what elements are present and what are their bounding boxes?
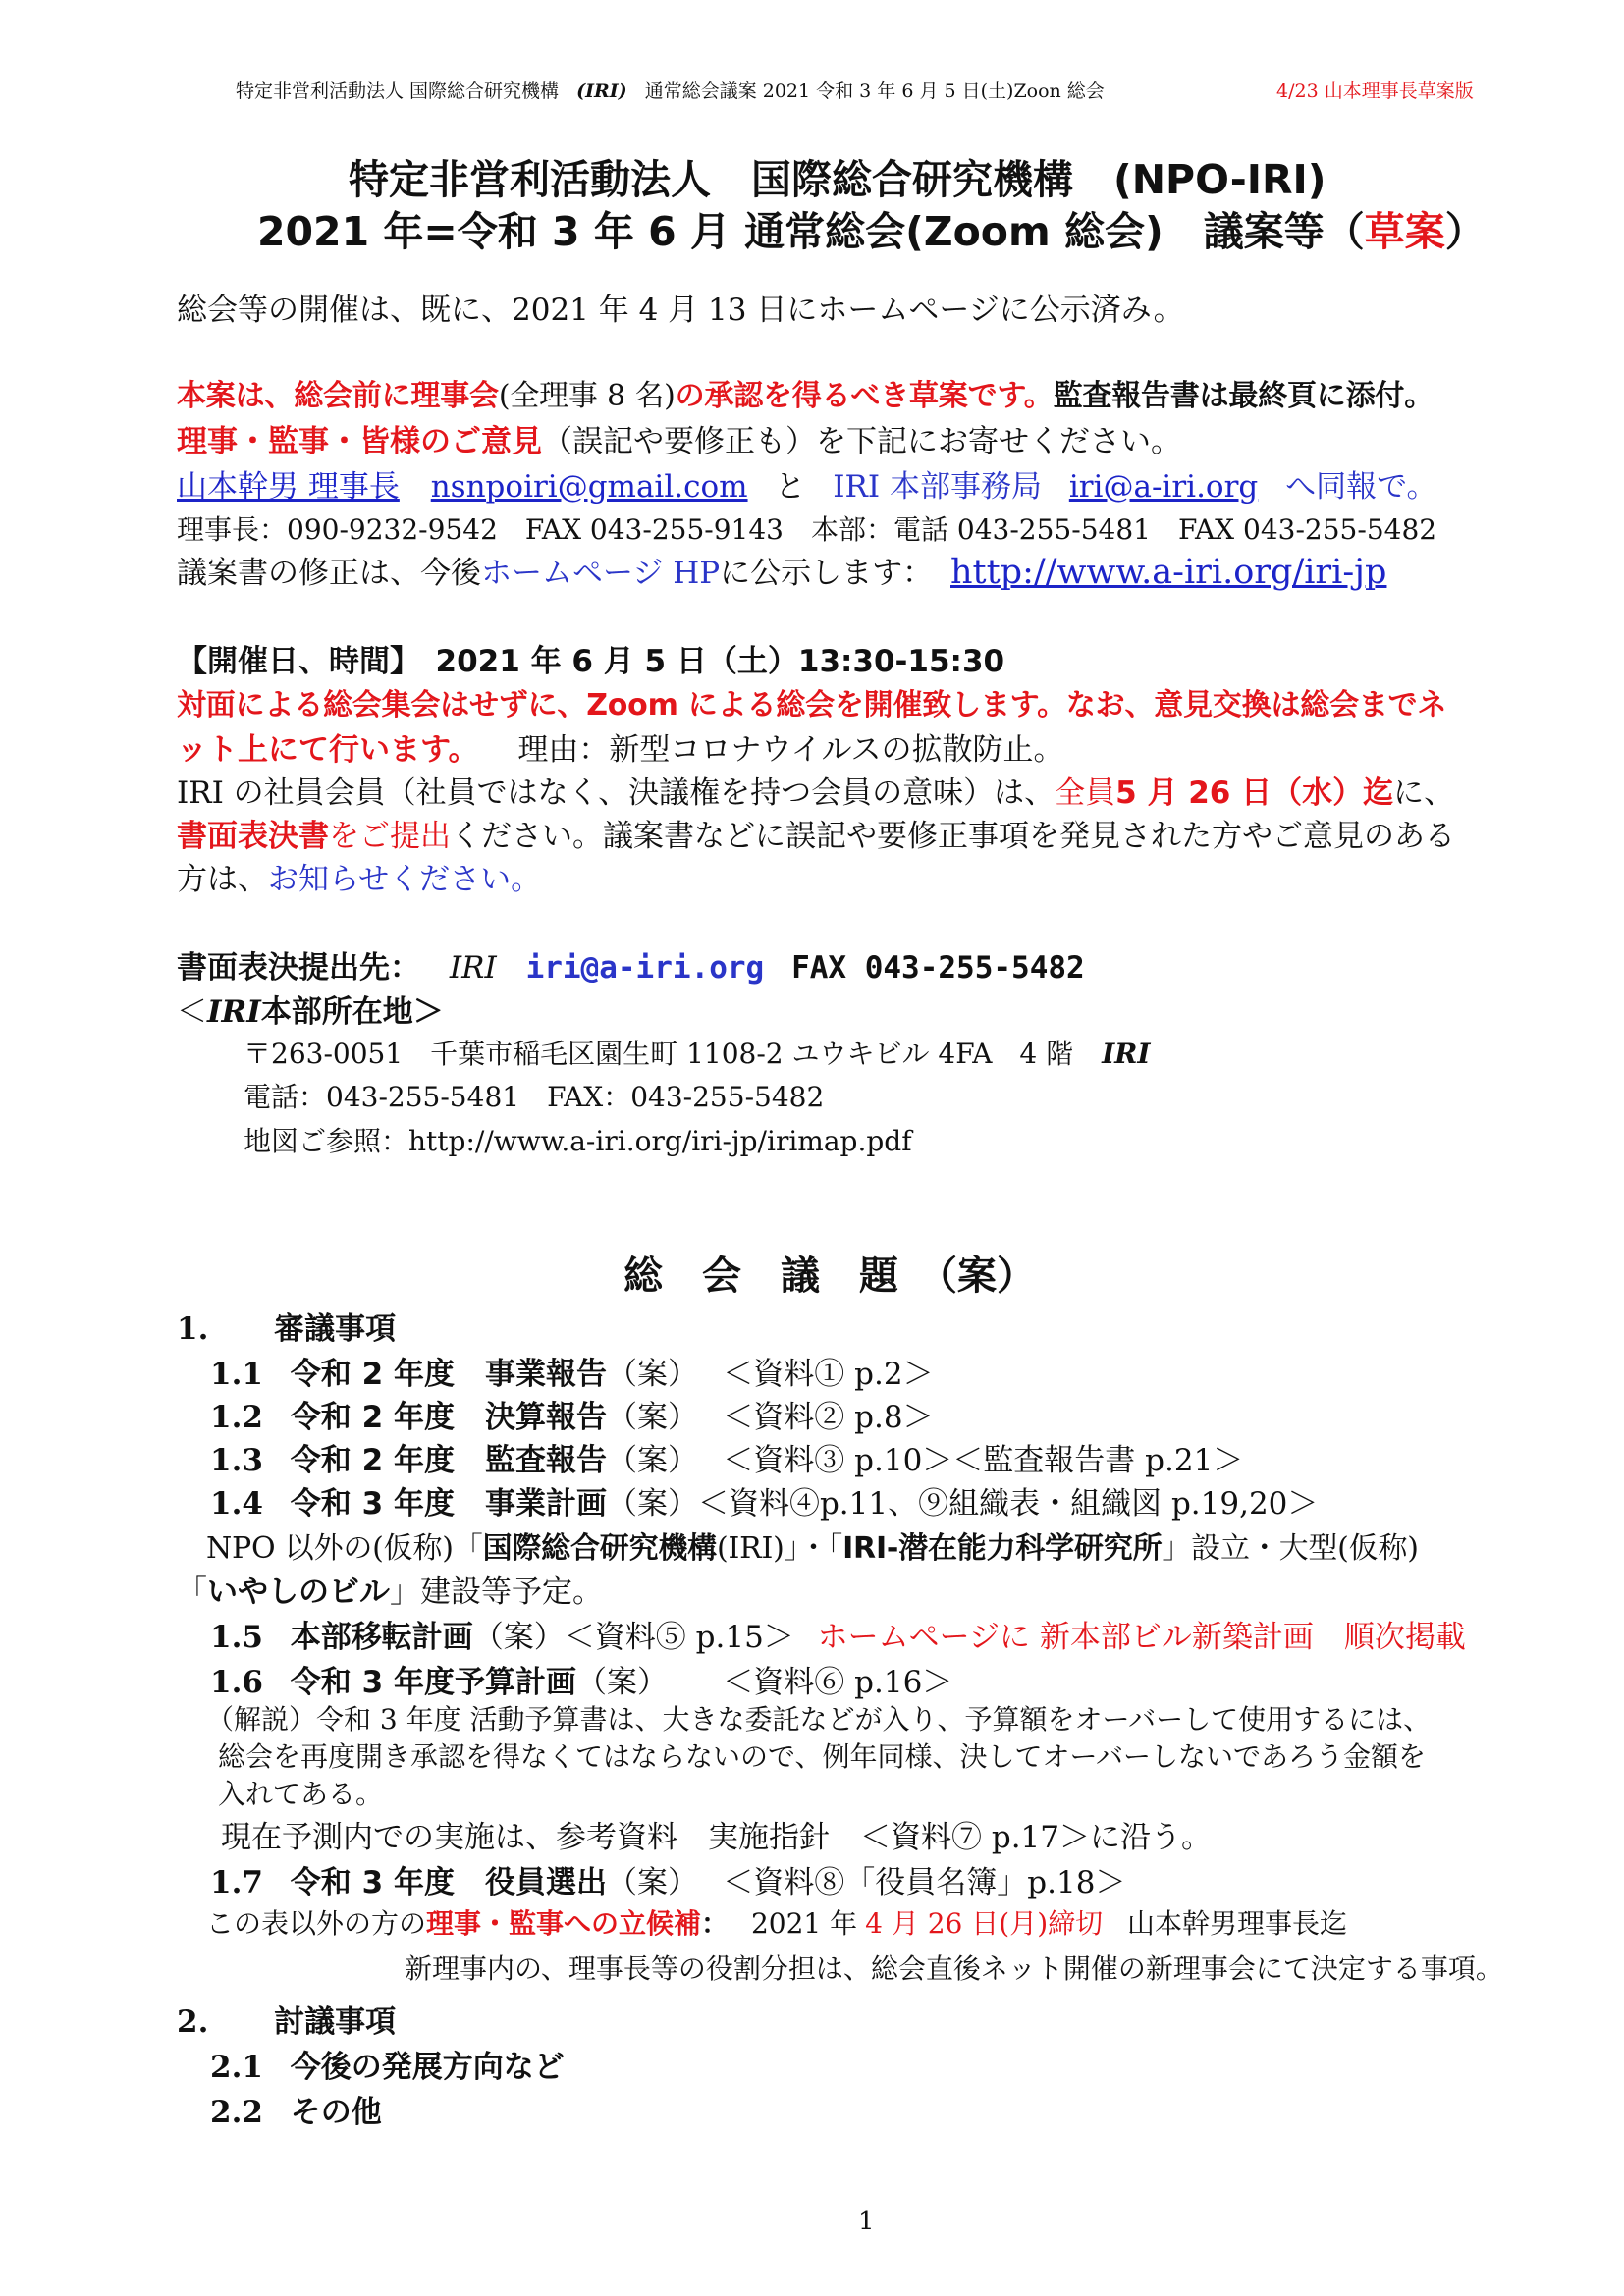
hq-location-open: ＜ — [177, 994, 207, 1030]
agenda-item-title: 令和 3 年度 役員選出 — [290, 1865, 607, 1900]
agenda-item-1-6 — [210, 1657, 952, 1701]
submission-label: 書面表決提出先： — [177, 950, 420, 986]
npo-plan-close: 」建設等予定。 — [390, 1575, 603, 1610]
new-building-notice: ホームページに 新本部ビル新築計画 順次掲載 — [817, 1620, 1466, 1655]
agenda-item-number: 1.4 — [210, 1486, 263, 1522]
section-1-label: 審議事項 — [274, 1311, 397, 1347]
hq-office-label: IRI 本部事務局 — [833, 469, 1042, 505]
draft-notice-members: (全理事 8 名) — [498, 379, 676, 413]
agenda-item-title: 今後の発展方向など — [290, 2050, 565, 2085]
hq-email-link[interactable]: iri@a-iri.org — [1068, 469, 1259, 505]
members-text: IRI の社員会員（社員ではなく、決議権を持つ会員の意味）は、 — [177, 775, 1056, 811]
cc-text: へ同報で。 — [1285, 469, 1437, 505]
section-2-label: 討議事項 — [274, 2004, 397, 2040]
hq-location-text: 本部所在地＞ — [260, 994, 444, 1030]
agenda-item-2-2 — [210, 2087, 382, 2131]
contact-and: と — [775, 469, 806, 505]
npo-plan-open: 「 — [177, 1575, 207, 1610]
header-iri: (IRI) — [576, 80, 627, 102]
zoom-notice-line-2 — [177, 724, 1064, 769]
npo-plan-line-1 — [206, 1523, 1419, 1567]
title-line-2 — [257, 199, 1486, 257]
title-line-1: 特定非営利活動法人 国際総合研究機構 (NPO-IRI) — [349, 156, 1326, 203]
agenda-item-number: 1.3 — [210, 1443, 263, 1478]
header-org: 特定非営利活動法人 国際総合研究機構 — [236, 80, 560, 102]
hq-address — [244, 1033, 1151, 1072]
homepage-suffix: に公示します： — [720, 556, 934, 591]
title-line-2-close: ） — [1444, 208, 1486, 255]
budget-note-line-3: 入れてある。 — [218, 1778, 384, 1810]
written-vote-label: 書面表決書 — [177, 819, 329, 854]
candidacy-year: 2021 年 — [750, 1907, 858, 1940]
section-1-number: 1. — [177, 1311, 209, 1347]
npo-plan-text-2: (IRI)」・「 — [716, 1531, 843, 1566]
members-suffix: に、 — [1393, 775, 1455, 811]
notify-request: お知らせください。 — [268, 862, 542, 897]
submit-line — [177, 811, 1455, 855]
draft-notice — [177, 371, 1434, 414]
agenda-item-title: その他 — [290, 2095, 382, 2130]
zoom-notice-line-1: 対面による総会集会はせずに、Zoom による総会を開催致します。なお、意見交換は総会までネ — [177, 688, 1447, 722]
candidacy-prefix: この表以外の方の — [206, 1907, 427, 1940]
npo-plan-line-2 — [177, 1567, 603, 1611]
page-header — [236, 77, 1105, 103]
agenda-item-number: 1.5 — [210, 1620, 263, 1655]
opinion-request-label: 理事・監事・皆様のご意見 — [177, 424, 542, 459]
roles-note: 新理事内の、理事長等の役割分担は、総会直後ネット開催の新理事会にて決定する事項。 — [405, 1952, 1503, 1985]
budget-note-line-1: （解説）令和 3 年度 活動予算書は、大きな委託などが入り、予算額をオーバーして使用するには、 — [206, 1703, 1432, 1735]
agenda-item-number: 2.1 — [210, 2050, 263, 2085]
submission-line — [177, 942, 1085, 987]
homepage-url-link[interactable]: http://www.a-iri.org/iri-jp — [950, 553, 1387, 592]
homepage-prefix: 議案書の修正は、今後 — [177, 556, 481, 591]
zoom-notice-line-2-text: ット上にて行います。 — [177, 732, 479, 768]
hq-map-link[interactable]: 地図ご参照：http://www.a-iri.org/iri-jp/irimap.pdf — [244, 1125, 912, 1157]
agenda-item-ref: （案） ＜資料⑧「役員名簿」p.18＞ — [606, 1865, 1126, 1900]
submission-org: IRI — [449, 950, 497, 986]
phone-numbers: 理事長：090-9232-9542 FAX 043-255-9143 本部：電話 043-255-5481 FAX 043-255-5482 — [177, 513, 1437, 546]
agenda-item-1-3 — [210, 1435, 1243, 1479]
homepage-line — [177, 548, 1386, 592]
candidacy-deadline: 4 月 26 日(月)締切 — [865, 1907, 1104, 1940]
page-number: 1 — [858, 2207, 875, 2236]
members-all: 全員 — [1055, 775, 1116, 811]
hq-address-iri: IRI — [1102, 1038, 1151, 1070]
candidacy-line — [206, 1902, 1347, 1942]
audit-attached-note: 監査報告書は最終頁に添付。 — [1053, 379, 1434, 413]
agenda-item-ref: （案） ＜資料② p.8＞ — [606, 1400, 934, 1435]
budget-note-line-4: 現在予測内での実施は、参考資料 実施指針 ＜資料⑦ p.17＞に沿う。 — [221, 1820, 1212, 1855]
npo-plan-text-3: 」設立・大型(仮称) — [1162, 1531, 1419, 1566]
submission-fax: FAX 043-255-5482 — [791, 950, 1085, 986]
hq-location-iri: IRI — [207, 994, 261, 1030]
draft-notice-part-2: の承認を得るべき草案です。 — [675, 379, 1054, 413]
announcement-text: 総会等の開催は、既に、2021 年 4 月 13 日にホームページに公示済み。 — [177, 293, 1184, 328]
hq-tel-fax: 電話：043-255-5481 FAX：043-255-5482 — [244, 1081, 825, 1113]
title-line-2-text: 2021 年=令和 3 年 6 月 通常総会(Zoom 総会) 議案等（ — [257, 208, 1365, 255]
meeting-datetime: 【開催日、時間】 2021 年 6 月 5 日（土）13:30-15:30 — [177, 644, 1005, 679]
agenda-item-number: 1.6 — [210, 1665, 263, 1700]
agenda-item-1-5 — [210, 1612, 1466, 1656]
agenda-item-1-4 — [210, 1478, 1318, 1522]
agenda-item-number: 2.2 — [210, 2095, 263, 2130]
agenda-item-title: 令和 2 年度 事業報告 — [290, 1357, 607, 1392]
npo-plan-institute: IRI-潜在能力科学研究所 — [842, 1531, 1163, 1566]
agenda-item-ref: （案） ＜資料① p.2＞ — [606, 1357, 934, 1392]
zoom-reason: 理由：新型コロナウイルスの拡散防止。 — [517, 732, 1064, 768]
agenda-item-title: 本部移転計画 — [290, 1620, 473, 1655]
agenda-title: 総 会 議 題 （案） — [623, 1254, 1036, 1299]
healing-building-name: いやしのビル — [207, 1575, 390, 1610]
contact-email-link[interactable]: nsnpoiri@gmail.com — [430, 469, 748, 505]
submission-email[interactable]: iri@a-iri.org — [525, 950, 765, 986]
agenda-item-ref: （案）＜資料⑤ p.15＞ — [472, 1620, 794, 1655]
opinion-request — [177, 416, 1181, 460]
submit-request: をご提出 — [329, 819, 451, 854]
contact-chair-link[interactable]: 山本幹男 理事長 — [177, 469, 400, 505]
opinion-request-text: （誤記や要修正も）を下記にお寄せください。 — [542, 424, 1181, 459]
members-deadline-date: 5 月 26 日（水）迄 — [1115, 775, 1394, 811]
npo-plan-org: 国際総合研究機構 — [482, 1531, 717, 1566]
hq-location-label — [177, 987, 444, 1031]
candidacy-contact: 山本幹男理事長迄 — [1127, 1907, 1348, 1940]
title-draft-label: 草案 — [1364, 208, 1445, 255]
budget-note-line-2: 総会を再度開き承認を得なくてはならないので、例年同様、決してオーバーしないであろう金額を — [218, 1740, 1427, 1773]
agenda-item-title: 令和 3 年度予算計画 — [290, 1665, 576, 1700]
notify-line — [177, 854, 541, 898]
agenda-item-number: 1.2 — [210, 1400, 263, 1435]
agenda-item-title: 令和 3 年度 事業計画 — [290, 1486, 607, 1522]
npo-plan-text: NPO 以外の(仮称)「 — [206, 1531, 483, 1566]
agenda-item-ref: （案） ＜資料⑥ p.16＞ — [575, 1665, 953, 1700]
agenda-item-1-1 — [210, 1349, 934, 1393]
agenda-item-ref: （案） ＜資料③ p.10＞＜監査報告書 p.21＞ — [606, 1443, 1244, 1478]
candidacy-label: 理事・監事への立候補 — [426, 1907, 702, 1940]
agenda-item-number: 1.7 — [210, 1865, 263, 1900]
agenda-item-title: 令和 2 年度 決算報告 — [290, 1400, 607, 1435]
agenda-item-ref: （案）＜資料④p.11、⑨組織表・組織図 p.19,20＞ — [606, 1486, 1319, 1522]
contact-line — [177, 461, 1437, 506]
agenda-item-1-7 — [210, 1857, 1125, 1901]
section-2-number: 2. — [177, 2004, 209, 2040]
candidacy-colon: ： — [701, 1907, 730, 1940]
agenda-item-1-2 — [210, 1392, 934, 1436]
members-deadline-line — [177, 768, 1454, 812]
agenda-item-title: 令和 2 年度 監査報告 — [290, 1443, 607, 1478]
agenda-item-number: 1.1 — [210, 1357, 263, 1392]
hq-address-text: 〒263-0051 千葉市稲毛区園生町 1108-2 ユウキビル 4FA 4 階 — [244, 1038, 1074, 1070]
section-2-heading — [177, 1997, 396, 2041]
notify-prefix: 方は、 — [177, 862, 268, 897]
homepage-label: ホームページ HP — [481, 556, 721, 591]
draft-notice-part-1: 本案は、総会前に理事会 — [177, 379, 499, 413]
agenda-item-2-1 — [210, 2042, 565, 2086]
submit-text: ください。議案書などに誤記や要修正事項を発見された方やご意見のある — [451, 819, 1455, 854]
section-1-heading — [177, 1304, 396, 1348]
header-meeting: 通常総会議案 2021 令和 3 年 6 月 5 日(土)Zoon 総会 — [644, 80, 1105, 102]
header-draft-version: 4/23 山本理事長草案版 — [1276, 80, 1474, 102]
